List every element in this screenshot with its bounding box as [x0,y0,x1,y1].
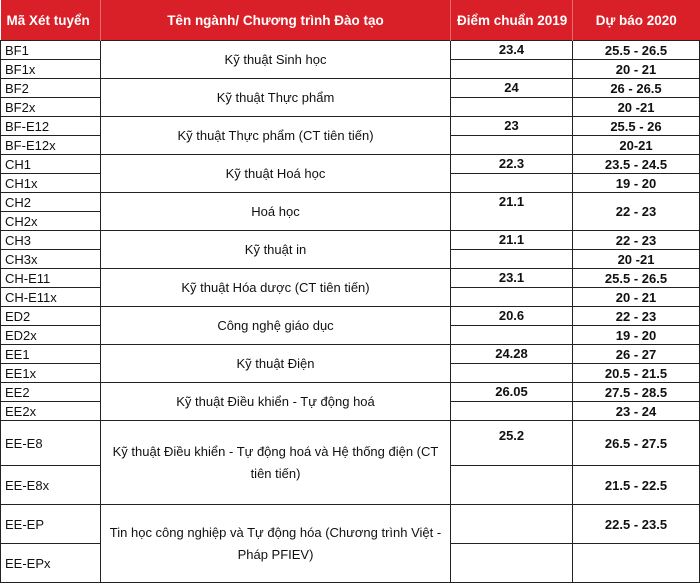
table-row [1,79,700,98]
table-row [1,307,700,326]
score-2019: 21.1 [451,193,573,231]
row-code: CH-E11 [1,269,101,288]
score-2019-empty [451,250,573,269]
row-code: BF2 [1,79,101,98]
forecast-2020 [573,544,700,583]
row-code: EE-EP [1,505,101,544]
row-code: BF-E12 [1,117,101,136]
row-code: BF2x [1,98,101,117]
forecast-2020: 19 - 20 [573,326,700,345]
score-2019 [451,505,573,544]
score-2019: 26.05 [451,383,573,402]
forecast-2020: 22 - 23 [573,307,700,326]
score-2019: 23.4 [451,41,573,60]
forecast-2020: 25.5 - 26 [573,117,700,136]
forecast-2020: 26 - 26.5 [573,79,700,98]
forecast-2020: 20 -21 [573,250,700,269]
forecast-2020: 20-21 [573,136,700,155]
row-code: CH3x [1,250,101,269]
program-name: Kỹ thuật Sinh học [101,41,451,79]
score-2019: 22.3 [451,155,573,174]
score-2019-empty [451,98,573,117]
score-2019-empty [451,402,573,421]
row-code: CH3 [1,231,101,250]
program-name: Kỹ thuật Điện [101,345,451,383]
forecast-2020: 25.5 - 26.5 [573,41,700,60]
program-name: Kỹ thuật Điều khiển - Tự động hoá và Hệ thống điện (CT tiên tiến) [101,421,451,505]
forecast-2020: 26.5 - 27.5 [573,421,700,466]
row-code: EE-E8x [1,466,101,505]
row-code: EE-EPx [1,544,101,583]
row-code: EE-E8 [1,421,101,466]
row-code: BF1x [1,60,101,79]
table-row [1,117,700,136]
row-code: CH1 [1,155,101,174]
score-2019: 23 [451,117,573,136]
header-row [1,0,700,41]
forecast-2020: 20 - 21 [573,288,700,307]
score-2019: 25.2 [451,421,573,466]
table-row [1,505,700,544]
table-row [1,41,700,60]
score-2019-empty [451,544,573,583]
header-forecast-2020: Dự báo 2020 [573,0,700,41]
score-2019: 21.1 [451,231,573,250]
score-2019-empty [451,136,573,155]
forecast-2020: 20 -21 [573,98,700,117]
row-code: CH2 [1,193,101,212]
forecast-2020: 23 - 24 [573,402,700,421]
header-code: Mã Xét tuyển [1,0,101,41]
table-row [1,269,700,288]
score-2019-empty [451,326,573,345]
program-name: Kỹ thuật Hóa dược (CT tiên tiến) [101,269,451,307]
forecast-2020: 21.5 - 22.5 [573,466,700,505]
table-row [1,345,700,364]
row-code: EE1 [1,345,101,364]
row-code: EE1x [1,364,101,383]
score-2019-empty [451,364,573,383]
table-row [1,193,700,212]
program-name: Kỹ thuật Thực phẩm (CT tiên tiến) [101,117,451,155]
row-code: CH-E11x [1,288,101,307]
row-code: EE2x [1,402,101,421]
program-name: Kỹ thuật Hoá học [101,155,451,193]
program-name: Công nghệ giáo dục [101,307,451,345]
score-2019-empty [451,466,573,505]
table-row [1,383,700,402]
forecast-2020: 23.5 - 24.5 [573,155,700,174]
program-name: Kỹ thuật Điều khiển - Tự động hoá [101,383,451,421]
forecast-2020: 22 - 23 [573,231,700,250]
forecast-2020: 20 - 21 [573,60,700,79]
forecast-2020: 22.5 - 23.5 [573,505,700,544]
score-2019-empty [451,288,573,307]
program-name: Tin học công nghiệp và Tự động hóa (Chương trình Việt - Pháp PFIEV) [101,505,451,583]
row-code: BF-E12x [1,136,101,155]
table-row [1,421,700,466]
header-score-2019: Điểm chuẩn 2019 [451,0,573,41]
program-name: Kỹ thuật in [101,231,451,269]
score-2019: 23.1 [451,269,573,288]
score-2019: 24.28 [451,345,573,364]
table-row [1,231,700,250]
forecast-2020: 20.5 - 21.5 [573,364,700,383]
forecast-2020: 27.5 - 28.5 [573,383,700,402]
score-2019-empty [451,60,573,79]
forecast-2020: 22 - 23 [573,193,700,231]
row-code: CH1x [1,174,101,193]
header-program: Tên ngành/ Chương trình Đào tạo [101,0,451,41]
forecast-2020: 26 - 27 [573,345,700,364]
row-code: EE2 [1,383,101,402]
forecast-2020: 25.5 - 26.5 [573,269,700,288]
program-name: Hoá học [101,193,451,231]
score-2019: 24 [451,79,573,98]
row-code: ED2 [1,307,101,326]
program-name: Kỹ thuật Thực phẩm [101,79,451,117]
score-2019: 20.6 [451,307,573,326]
score-2019-empty [451,174,573,193]
row-code: ED2x [1,326,101,345]
table-row [1,155,700,174]
forecast-2020: 19 - 20 [573,174,700,193]
row-code: CH2x [1,212,101,231]
row-code: BF1 [1,41,101,60]
